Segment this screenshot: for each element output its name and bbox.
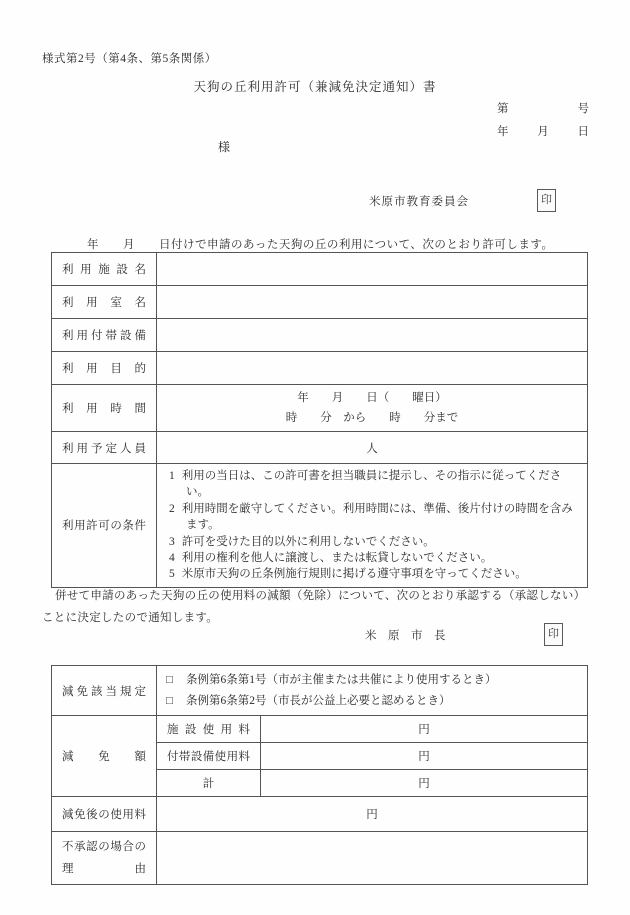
permit-conditions-list [157,464,588,588]
mayor-name: 米 原 市 長 [365,630,446,642]
total-fee-label: 計 [157,770,261,797]
condition-text: 利用時間を厳守してください。利用時間には、準備、後片付けの時間を含みます。 [181,502,573,532]
use-time-hours-line: 時 分 から 時 分まで [285,412,459,424]
table-row [52,797,588,832]
page-title: 天狗の丘利用許可（兼減免決定通知）書 [193,80,437,94]
table-row [52,716,588,743]
doc-number-line [497,100,589,116]
equipment-field[interactable] [157,319,588,352]
condition-number: 2 [169,502,175,515]
form-style-note: 様式第2号（第4条、第5条関係） [42,53,217,65]
use-time-field[interactable] [157,385,588,432]
purpose-field[interactable] [157,352,588,385]
table-row [52,385,588,432]
reduction-paragraph-line2: ことに決定したので通知します。 [42,611,219,624]
reduction-rule-options [157,666,588,716]
day-label: 日 [577,126,589,138]
condition-number: 4 [169,552,175,565]
rule-option-text: 条例第6条第2号（市長が公益上必要と認めるとき） [185,694,451,707]
year-label: 年 [497,126,509,138]
use-time-label: 利用時間 [52,385,157,432]
reduction-paragraph [42,586,590,629]
table-row [52,464,588,588]
room-name-label: 利用室名 [52,286,157,319]
room-name-field[interactable] [157,286,588,319]
rule-option-text: 条例第6条第1号（市が主催または共催により使用するとき） [185,673,497,686]
disapproval-reason-label [52,832,157,885]
committee-seal-stamp: 印 [537,189,556,212]
facility-fee-field[interactable]: 円 [261,716,588,743]
condition-text: 米原市天狗の丘条例施行規則に掲げる遵守事項を守ってください。 [181,568,527,581]
permit-table [51,252,588,588]
condition-number: 1 [169,470,175,482]
reduction-amount-label: 減免額 [52,716,157,797]
condition-item [169,468,579,501]
table-row [52,286,588,319]
issue-date-line [497,123,589,139]
table-row [52,253,588,286]
permit-intro-line: 年 月 日付けで申請のあった天狗の丘の利用について、次のとおり許可します。 [87,239,554,251]
rule-option-article6-2[interactable] [166,691,579,712]
mayor-seal-stamp: 印 [544,623,563,646]
fee-after-reduction-label: 減免後の使用料 [52,797,157,832]
expected-people-label: 利用予定人員 [52,432,157,464]
table-row [52,832,588,885]
reduction-rule-label: 減免該当規定 [52,666,157,716]
condition-text: 利用の当日は、この許可書を担当職員に提示し、その指示に従ってください。 [181,470,562,499]
checkbox-article6-2-icon[interactable]: □ [166,694,173,707]
facility-name-field[interactable] [157,253,588,286]
permit-conditions-label: 利用許可の条件 [52,464,157,588]
month-label: 月 [537,126,549,138]
condition-number: 5 [169,568,175,581]
rule-option-article6-1[interactable] [166,670,579,691]
table-row [52,352,588,385]
use-time-date-line: 年 月 日（ 曜日） [297,392,447,404]
checkbox-article6-1-icon[interactable]: □ [166,673,173,686]
facility-name-label: 利用施設名 [52,253,157,286]
equipment-label: 利用付帯設備 [52,319,157,352]
doc-number-suffix: 号 [577,103,589,115]
fee-after-reduction-field[interactable]: 円 [157,797,588,832]
condition-item [169,501,579,534]
expected-people-field[interactable]: 人 [157,432,588,464]
disapproval-reason-label-line1: 不承認の場合の [62,841,146,853]
condition-text: 許可を受けた目的以外に利用しないでください。 [181,535,435,548]
addressee-suffix-label: 様 [218,140,231,154]
condition-item [169,550,579,566]
table-row [52,432,588,464]
table-row [52,666,588,716]
condition-item [169,534,579,550]
condition-text: 利用の権利を他人に譲渡し、または転貸しないでください。 [181,552,493,565]
condition-number: 3 [169,535,175,548]
facility-fee-label: 施設使用料 [157,716,261,743]
purpose-label: 利用目的 [52,352,157,385]
reduction-paragraph-line1: 併せて申請のあった天狗の丘の使用料の減額（免除）について、次のとおり承認する（承認しない） [55,590,586,602]
equipment-fee-field[interactable]: 円 [261,743,588,770]
total-fee-field[interactable]: 円 [261,770,588,797]
disapproval-reason-label-line2: 理由 [62,863,146,875]
table-row [52,319,588,352]
committee-name: 米原市教育委員会 [369,196,469,208]
condition-item [169,566,579,582]
reduction-table [51,665,588,885]
doc-number-prefix: 第 [497,103,509,115]
disapproval-reason-field[interactable] [157,832,588,885]
equipment-fee-label: 付帯設備使用料 [157,743,261,770]
